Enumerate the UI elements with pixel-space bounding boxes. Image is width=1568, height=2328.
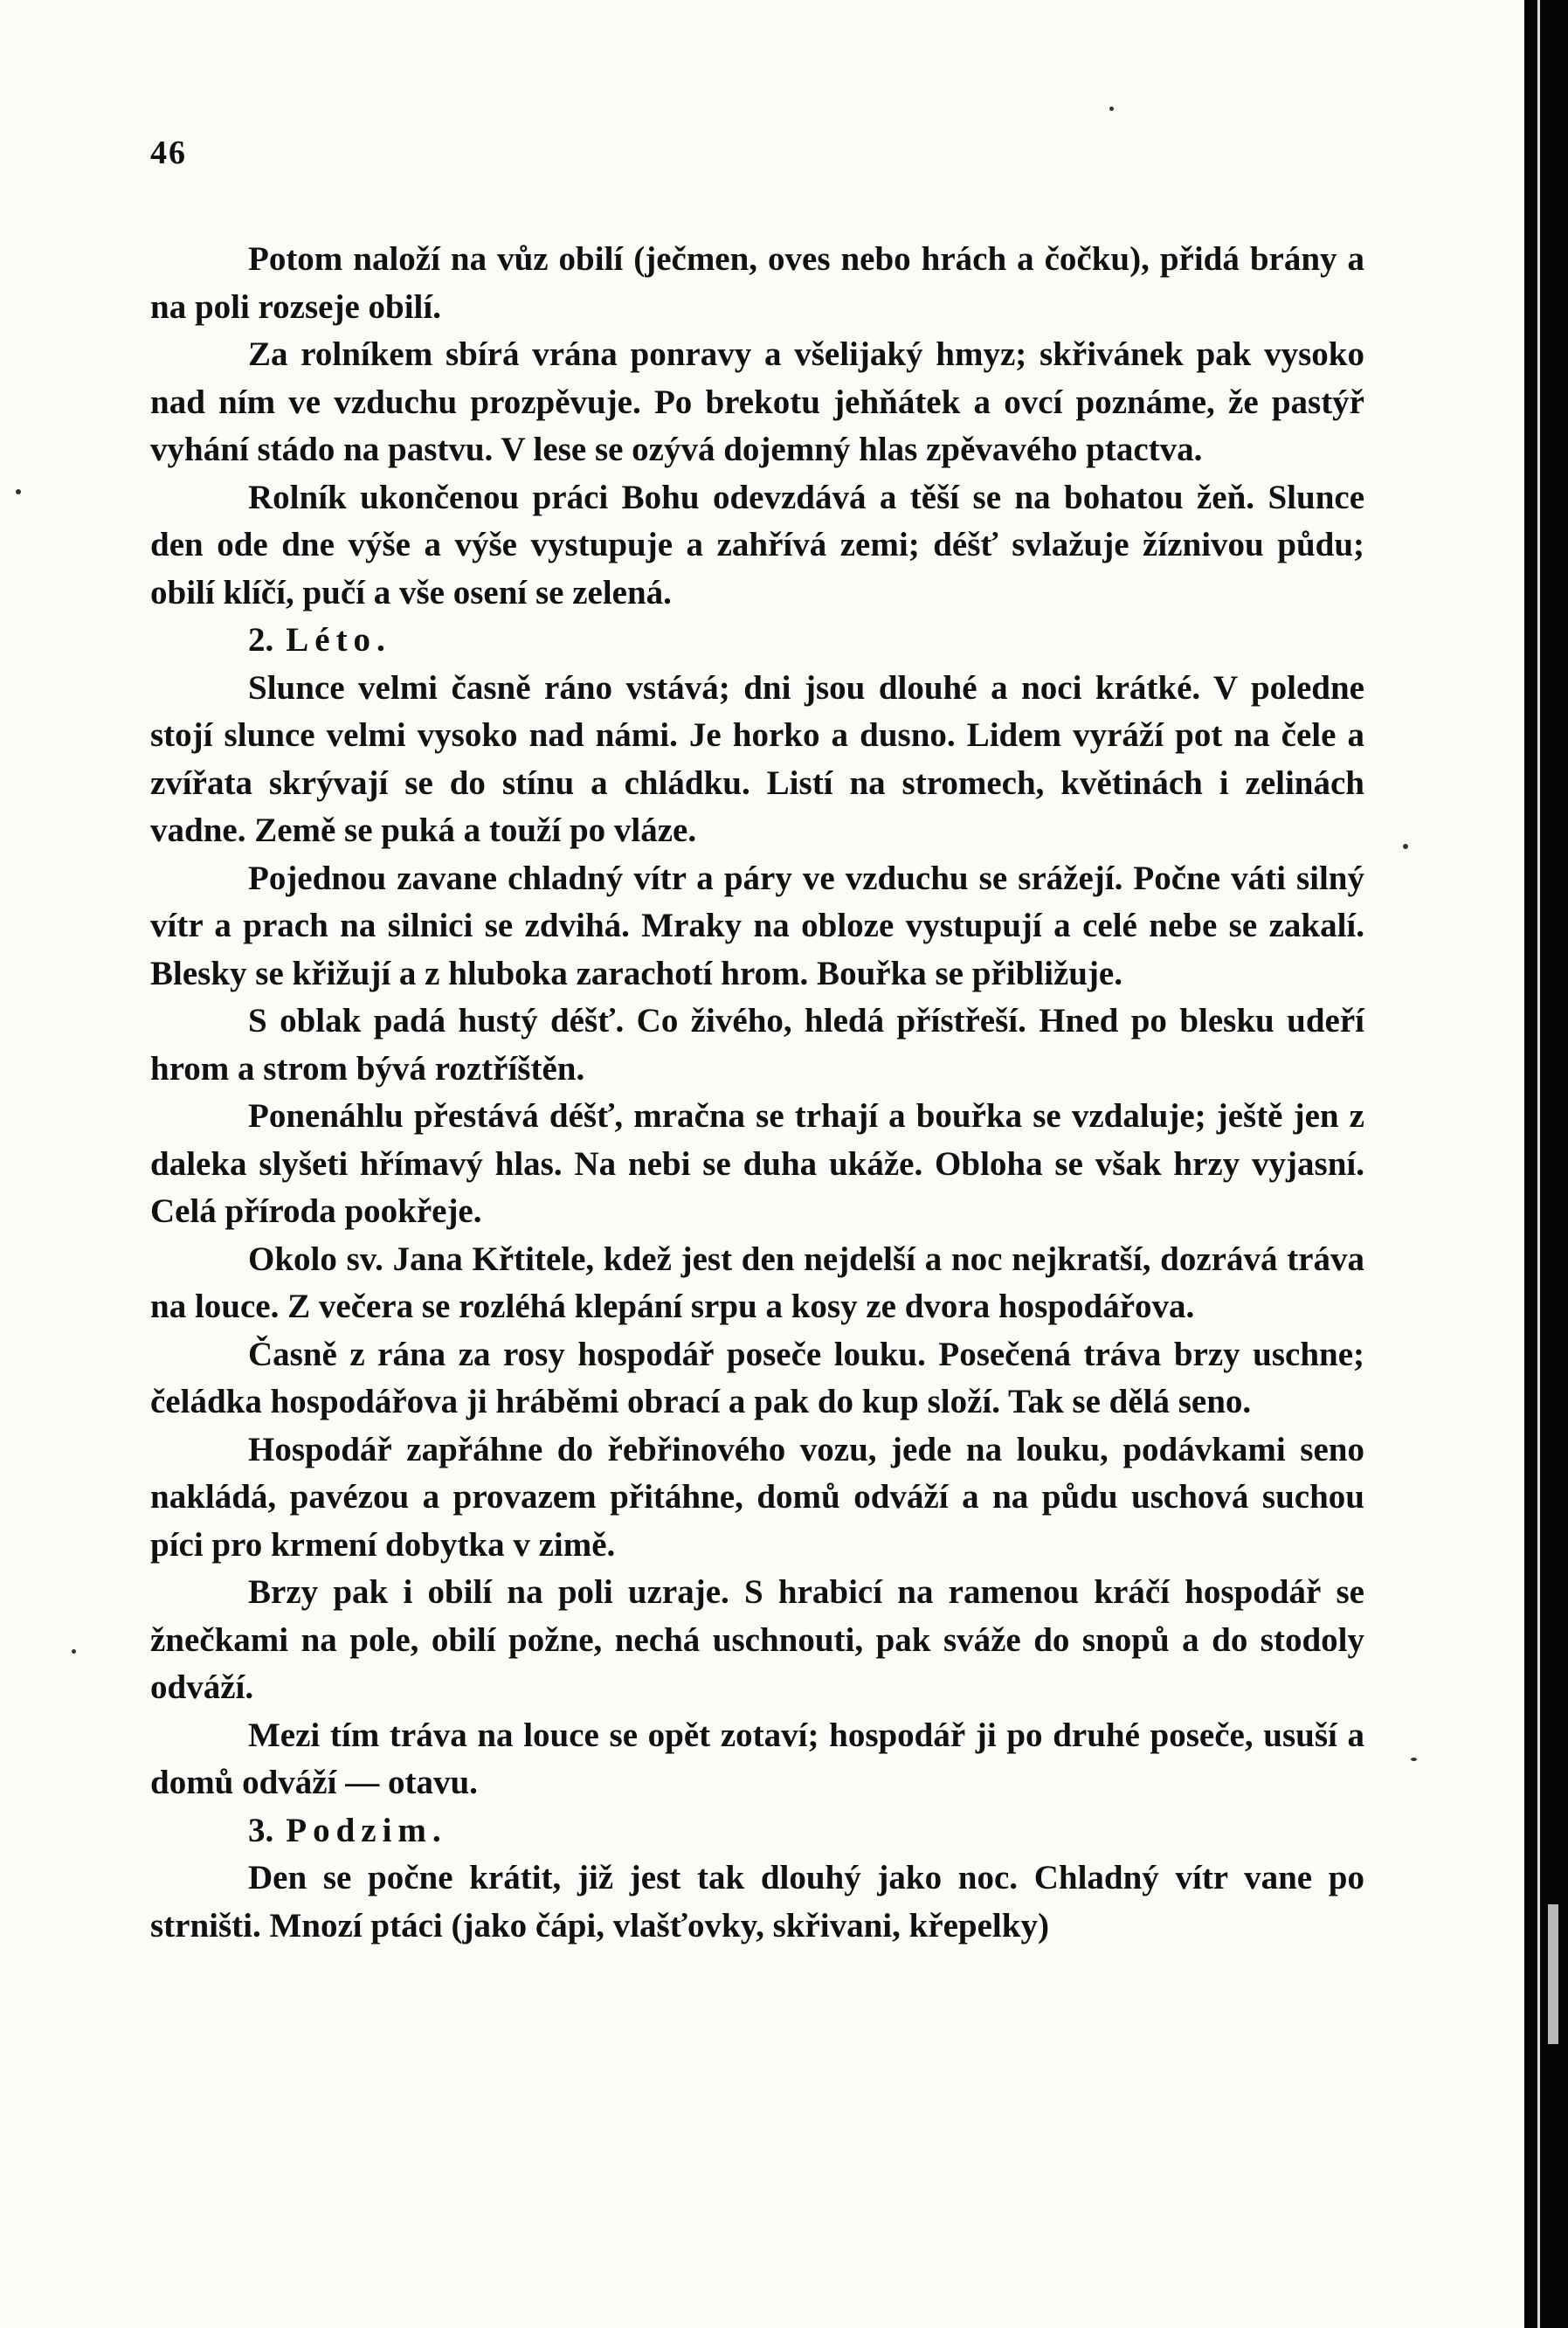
- body-text: [150, 236, 1364, 1950]
- section-number: 2.: [248, 621, 274, 659]
- paragraph: Ponenáhlu přestává déšť, mračna se trhají a bouřka se vzdaluje; ještě jen z daleka slyšeti hřímavý hlas. Na nebi se duha ukáže. Obloha se však hrzy vyjasní. Celá příroda pookřeje.: [150, 1097, 1364, 1230]
- paragraph: Mezi tím tráva na louce se opět zotaví; hospodář ji po druhé poseče, usuší a domů odváží — otavu.: [150, 1716, 1364, 1801]
- section-title: Léto.: [286, 621, 391, 659]
- scan-speck: [16, 489, 21, 494]
- paragraph: Okolo sv. Jana Křtitele, kdež jest den nejdelší a noc nejkratší, dozrává tráva na louce. Z večera se rozléhá klepání srpu a kosy ze dvora hospodářova.: [150, 1240, 1364, 1325]
- paragraph: S oblak padá hustý déšť. Co živého, hledá přístřeší. Hned po blesku udeří hrom a strom bývá roztříštěn.: [150, 1002, 1364, 1088]
- page-number: 46: [150, 135, 187, 171]
- paragraph: Hospodář zapřáhne do řebřinového vozu, jede na louku, podávkami seno nakládá, pavézou a provazem přitáhne, domů odváží a na půdu uschová suchou píci pro krmení dobytka v zimě.: [150, 1430, 1364, 1564]
- section-title: Podzim.: [286, 1811, 447, 1849]
- paragraph: Brzy pak i obilí na poli uzraje. S hrabicí na ramenou kráčí hospodář se žnečkami na pole, obilí požne, nechá uschnouti, pak sváže do snopů a do stodoly odváží.: [150, 1573, 1364, 1706]
- paragraph: Slunce velmi časně ráno vstává; dni jsou dlouhé a noci krátké. V poledne stojí slunce velmi vysoko nad námi. Je horko a dusno. Lidem vyráží pot na čele a zvířata skrývají se do stínu a chládku. Listí na stromech, květinách i zelinách vadne. Země se puká a touží po vláze.: [150, 668, 1364, 849]
- scan-speck: [1109, 107, 1114, 111]
- paragraph: Za rolníkem sbírá vrána ponravy a všelijaký hmyz; skřivánek pak vysoko nad ním ve vzduchu prozpěvuje. Po brekotu jehňátek a ovcí poznáme, že pastýř vyhání stádo na pastvu. V lese se ozývá dojemný hlas zpěvavého ptactva.: [150, 335, 1364, 468]
- paragraph: Časně z rána za rosy hospodář poseče louku. Posečená tráva brzy uschne; čeládka hospodářova ji hráběmi obrací a pak do kup složí. Tak se dělá seno.: [150, 1335, 1364, 1420]
- paragraph: Potom naloží na vůz obilí (ječmen, oves nebo hrách a čočku), přidá brány a na poli rozseje obilí.: [150, 240, 1364, 326]
- page-edge-mark: [1548, 1904, 1558, 2044]
- page-edge-line: [1537, 0, 1540, 2328]
- scan-speck: [1403, 844, 1408, 849]
- section-heading-autumn: [150, 1807, 1364, 1855]
- paragraph: Den se počne krátit, již jest tak dlouhý jako noc. Chladný vítr vane po strništi. Mnozí ptáci (jako čápi, vlašťovky, skřivani, křepelky): [150, 1859, 1364, 1945]
- paragraph: Rolník ukončenou práci Bohu odevzdává a těší se na bohatou žeň. Slunce den ode dne výše a výše vystupuje a zahřívá zemi; déšť svlažuje žíznivou půdu; obilí klíčí, pučí a vše osení se zelená.: [150, 478, 1364, 611]
- scan-speck: [1411, 1758, 1417, 1761]
- paragraph: Pojednou zavane chladný vítr a páry ve vzduchu se srážejí. Počne váti silný vítr a prach na silnici se zdvihá. Mraky na obloze vystupují a celé nebe se zakalí. Blesky se křižují a z hluboka zarachotí hrom. Bouřka se přibližuje.: [150, 859, 1364, 992]
- section-number: 3.: [248, 1811, 274, 1849]
- scan-speck: [72, 1649, 76, 1654]
- page-edge-shadow: [1524, 0, 1568, 2328]
- section-heading-summer: [150, 617, 1364, 665]
